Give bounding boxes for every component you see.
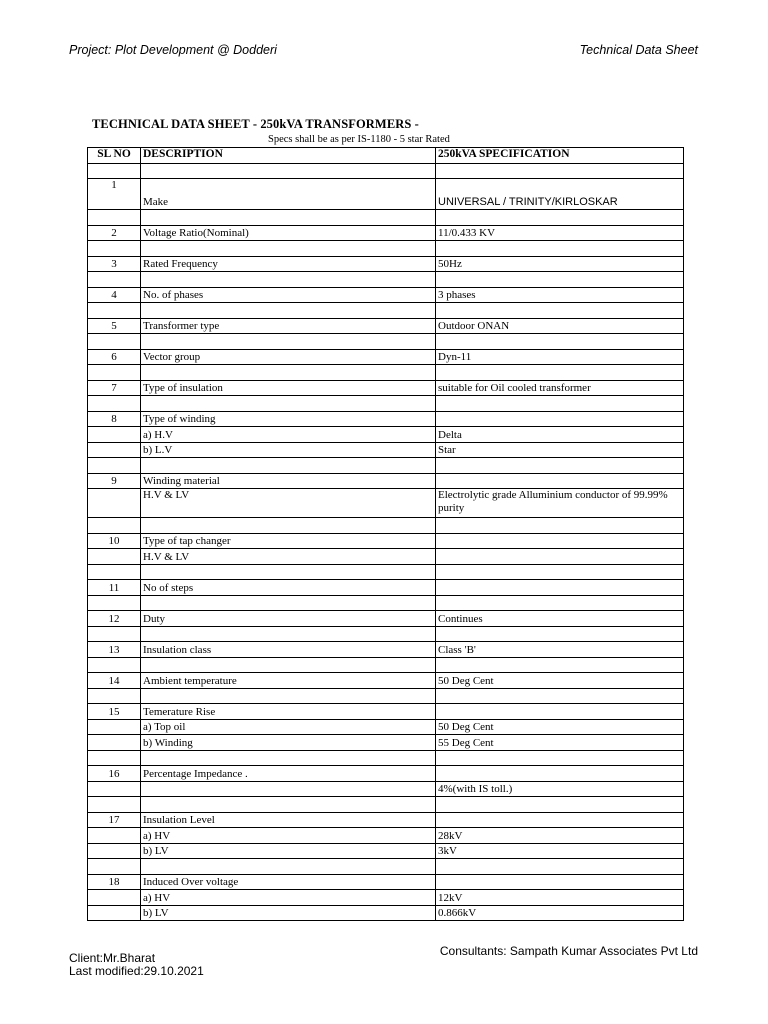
- header-specification: 250kVA SPECIFICATION: [436, 148, 684, 164]
- description-cell: Type of winding: [141, 411, 436, 427]
- sl-no-cell: 17: [88, 812, 141, 828]
- specification-cell: [436, 241, 684, 257]
- sl-no-cell: [88, 518, 141, 534]
- sl-no-cell: [88, 396, 141, 412]
- specification-cell: Delta: [436, 427, 684, 443]
- specification-cell: [436, 688, 684, 704]
- description-cell: Voltage Ratio(Nominal): [141, 225, 436, 241]
- description-cell: [141, 518, 436, 534]
- sl-no-cell: [88, 657, 141, 673]
- sl-no-cell: [88, 843, 141, 859]
- specification-cell: Class 'B': [436, 642, 684, 658]
- sl-no-cell: [88, 458, 141, 474]
- table-row: [88, 719, 684, 735]
- table-row: [88, 704, 684, 720]
- sl-no-cell: [88, 890, 141, 906]
- sl-no-cell: [88, 564, 141, 580]
- sl-no-cell: 12: [88, 611, 141, 627]
- sl-no-cell: 18: [88, 874, 141, 890]
- description-cell: b) LV: [141, 905, 436, 921]
- sheet-title: TECHNICAL DATA SHEET - 250kVA TRANSFORMERS -: [92, 117, 419, 131]
- specification-cell: [436, 704, 684, 720]
- sl-no-cell: 11: [88, 580, 141, 596]
- specification-cell: 3kV: [436, 843, 684, 859]
- table-row: [88, 580, 684, 596]
- specification-cell: [436, 750, 684, 766]
- table-row: [88, 766, 684, 782]
- blank-row: [88, 626, 684, 642]
- blank-row: [88, 303, 684, 319]
- sl-no-cell: [88, 365, 141, 381]
- blank-row: [88, 272, 684, 288]
- description-cell: Duty: [141, 611, 436, 627]
- description-cell: a) Top oil: [141, 719, 436, 735]
- specification-cell: [436, 812, 684, 828]
- sl-no-cell: [88, 828, 141, 844]
- sl-no-cell: 10: [88, 533, 141, 549]
- sl-no-cell: [88, 626, 141, 642]
- specification-cell: [436, 657, 684, 673]
- sl-no-cell: 2: [88, 225, 141, 241]
- sl-no-cell: [88, 595, 141, 611]
- sl-no-cell: [88, 303, 141, 319]
- sl-no-cell: [88, 859, 141, 875]
- table-header-row: [88, 148, 684, 164]
- description-cell: Insulation class: [141, 642, 436, 658]
- specification-cell: 4%(with IS toll.): [436, 781, 684, 797]
- description-cell: Winding material: [141, 473, 436, 489]
- specification-cell: [436, 549, 684, 565]
- sl-no-cell: 5: [88, 318, 141, 334]
- description-cell: [141, 657, 436, 673]
- sl-no-cell: 13: [88, 642, 141, 658]
- header-sl-no: SL NO: [88, 148, 141, 164]
- description-cell: Type of insulation: [141, 380, 436, 396]
- description-cell: a) H.V: [141, 427, 436, 443]
- table-row: [88, 890, 684, 906]
- table-row: [88, 427, 684, 443]
- sl-no-cell: [88, 334, 141, 350]
- blank-row: [88, 241, 684, 257]
- description-cell: [141, 163, 436, 179]
- blank-row: [88, 518, 684, 534]
- client-label: Client:Mr.Bharat: [69, 951, 156, 965]
- description-cell: [141, 241, 436, 257]
- sl-no-cell: 9: [88, 473, 141, 489]
- description-cell: [141, 365, 436, 381]
- table-row: [88, 489, 684, 518]
- description-cell: Type of tap changer: [141, 533, 436, 549]
- sl-no-cell: [88, 735, 141, 751]
- description-cell: b) L.V: [141, 442, 436, 458]
- table-row: [88, 549, 684, 565]
- sl-no-cell: 15: [88, 704, 141, 720]
- specification-cell: 11/0.433 KV: [436, 225, 684, 241]
- header-description: DESCRIPTION: [141, 148, 436, 164]
- table-row: [88, 874, 684, 890]
- sl-no-cell: [88, 781, 141, 797]
- description-cell: [141, 564, 436, 580]
- specification-cell: Outdoor ONAN: [436, 318, 684, 334]
- description-cell: Rated Frequency: [141, 256, 436, 272]
- specification-cell: 50 Deg Cent: [436, 673, 684, 689]
- description-cell: Vector group: [141, 349, 436, 365]
- description-cell: b) Winding: [141, 735, 436, 751]
- sl-no-cell: [88, 750, 141, 766]
- blank-row: [88, 797, 684, 813]
- specification-cell: [436, 272, 684, 288]
- table-row: [88, 411, 684, 427]
- specification-cell: [436, 303, 684, 319]
- description-cell: [141, 781, 436, 797]
- table-row: [88, 828, 684, 844]
- table-row: [88, 611, 684, 627]
- specification-cell: Dyn-11: [436, 349, 684, 365]
- specification-cell: [436, 766, 684, 782]
- description-cell: [141, 626, 436, 642]
- specification-cell: [436, 874, 684, 890]
- specification-cell: [436, 595, 684, 611]
- description-cell: a) HV: [141, 890, 436, 906]
- sl-no-cell: [88, 241, 141, 257]
- sl-no-cell: [88, 442, 141, 458]
- spec-table: [87, 147, 684, 921]
- description-cell: Ambient temperature: [141, 673, 436, 689]
- specification-cell: 50Hz: [436, 256, 684, 272]
- description-cell: Make: [141, 179, 436, 210]
- specification-cell: [436, 533, 684, 549]
- table-row: [88, 843, 684, 859]
- specification-cell: [436, 518, 684, 534]
- description-cell: a) HV: [141, 828, 436, 844]
- blank-row: [88, 458, 684, 474]
- description-cell: [141, 334, 436, 350]
- description-cell: Transformer type: [141, 318, 436, 334]
- sl-no-cell: [88, 427, 141, 443]
- blank-row: [88, 365, 684, 381]
- description-cell: [141, 595, 436, 611]
- description-cell: [141, 210, 436, 226]
- description-cell: [141, 859, 436, 875]
- sl-no-cell: [88, 688, 141, 704]
- specification-cell: [436, 797, 684, 813]
- description-cell: [141, 272, 436, 288]
- blank-row: [88, 688, 684, 704]
- table-row: [88, 473, 684, 489]
- description-cell: H.V & LV: [141, 489, 436, 518]
- specification-cell: [436, 334, 684, 350]
- table-row: [88, 256, 684, 272]
- description-cell: No of steps: [141, 580, 436, 596]
- specification-cell: 55 Deg Cent: [436, 735, 684, 751]
- description-cell: Temerature Rise: [141, 704, 436, 720]
- specification-cell: 3 phases: [436, 287, 684, 303]
- specification-cell: Continues: [436, 611, 684, 627]
- blank-row: [88, 396, 684, 412]
- table-row: [88, 905, 684, 921]
- blank-row: [88, 859, 684, 875]
- table-row: [88, 642, 684, 658]
- sl-no-cell: 3: [88, 256, 141, 272]
- sl-no-cell: [88, 905, 141, 921]
- last-modified-label: Last modified:29.10.2021: [69, 964, 204, 978]
- project-header: Project: Plot Development @ Dodderi: [69, 43, 277, 57]
- sl-no-cell: 14: [88, 673, 141, 689]
- description-cell: [141, 750, 436, 766]
- description-cell: Induced Over voltage: [141, 874, 436, 890]
- sl-no-cell: 16: [88, 766, 141, 782]
- specification-cell: suitable for Oil cooled transformer: [436, 380, 684, 396]
- table-row: [88, 225, 684, 241]
- table-row: [88, 533, 684, 549]
- description-cell: b) LV: [141, 843, 436, 859]
- specification-cell: [436, 580, 684, 596]
- specification-cell: 0.866kV: [436, 905, 684, 921]
- sl-no-cell: 7: [88, 380, 141, 396]
- sl-no-cell: [88, 272, 141, 288]
- table-row: [88, 318, 684, 334]
- specification-cell: UNIVERSAL / TRINITY/KIRLOSKAR: [436, 179, 684, 210]
- table-row: [88, 380, 684, 396]
- table-body: [88, 163, 684, 921]
- specification-cell: 28kV: [436, 828, 684, 844]
- description-cell: Percentage Impedance .: [141, 766, 436, 782]
- doc-type-header: Technical Data Sheet: [579, 43, 698, 57]
- specification-cell: Electrolytic grade Alluminium conductor of 99.99% purity: [436, 489, 684, 518]
- table-row: [88, 287, 684, 303]
- specification-cell: [436, 210, 684, 226]
- specification-cell: [436, 365, 684, 381]
- specification-cell: [436, 163, 684, 179]
- description-cell: [141, 797, 436, 813]
- specification-cell: [436, 564, 684, 580]
- table-row: [88, 442, 684, 458]
- description-cell: No. of phases: [141, 287, 436, 303]
- description-cell: [141, 303, 436, 319]
- table-row: [88, 781, 684, 797]
- sl-no-cell: 8: [88, 411, 141, 427]
- specification-cell: [436, 396, 684, 412]
- sl-no-cell: 6: [88, 349, 141, 365]
- blank-row: [88, 163, 684, 179]
- consultants-label: Consultants: Sampath Kumar Associates Pvt Ltd: [439, 944, 698, 958]
- specification-cell: [436, 859, 684, 875]
- sl-no-cell: [88, 210, 141, 226]
- blank-row: [88, 595, 684, 611]
- sl-no-cell: 4: [88, 287, 141, 303]
- specification-cell: 50 Deg Cent: [436, 719, 684, 735]
- specification-cell: [436, 411, 684, 427]
- description-cell: Insulation Level: [141, 812, 436, 828]
- table-row: [88, 812, 684, 828]
- description-cell: [141, 396, 436, 412]
- blank-row: [88, 564, 684, 580]
- description-cell: [141, 688, 436, 704]
- specification-cell: [436, 626, 684, 642]
- specification-cell: [436, 458, 684, 474]
- table-row: [88, 179, 684, 210]
- table-row: [88, 349, 684, 365]
- description-cell: [141, 458, 436, 474]
- table-row: [88, 735, 684, 751]
- table-row: [88, 673, 684, 689]
- sl-no-cell: [88, 489, 141, 518]
- specification-cell: 12kV: [436, 890, 684, 906]
- sheet-subtitle: Specs shall be as per IS-1180 - 5 star Rated: [268, 134, 450, 145]
- blank-row: [88, 750, 684, 766]
- blank-row: [88, 334, 684, 350]
- sl-no-cell: 1: [88, 179, 141, 210]
- specification-cell: Star: [436, 442, 684, 458]
- sl-no-cell: [88, 163, 141, 179]
- blank-row: [88, 210, 684, 226]
- description-cell: H.V & LV: [141, 549, 436, 565]
- sl-no-cell: [88, 549, 141, 565]
- specification-cell: [436, 473, 684, 489]
- blank-row: [88, 657, 684, 673]
- sl-no-cell: [88, 719, 141, 735]
- sl-no-cell: [88, 797, 141, 813]
